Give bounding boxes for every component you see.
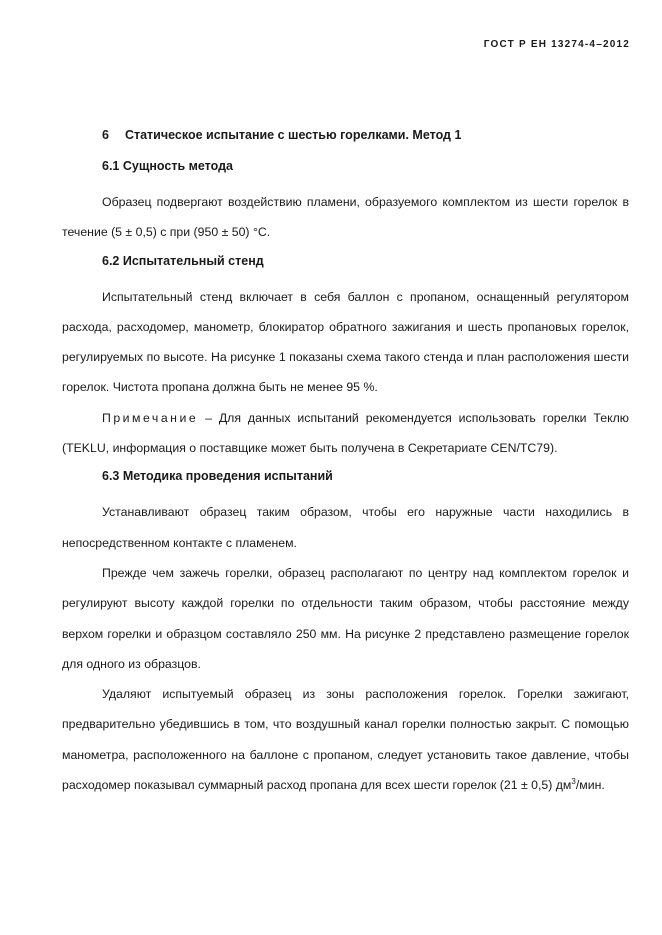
subsection-6-2-heading: 6.2 Испытательный стенд xyxy=(102,253,264,268)
superscript-3: 3 xyxy=(571,776,576,786)
subsection-6-1-heading: 6.1 Сущность метода xyxy=(102,159,233,173)
paragraph-6-2: Испытательный стенд включает в себя баллон с пропаном, оснащенный регулятором расхода, расходомер, манометр, блокиратор обратного зажигания и шесть пропановых горелок, регулируемых по высоте. На рисунке 1 показаны схема такого стенда и план расположения шести горелок. Чистота пропана должна быть не менее 95 %. xyxy=(62,289,629,395)
subsection-6-3-heading: 6.3 Методика проведения испытаний xyxy=(102,469,333,484)
note-label: Примечание xyxy=(102,410,199,425)
note-text: – Для данных испытаний рекомендуется использовать горелки Теклю (TEKLU, информация о поставщике может быть получена в Секретариате CEN/TC79). xyxy=(62,410,629,456)
document-header: ГОСТ Р ЕН 13274-4–2012 xyxy=(483,39,630,50)
paragraph-6-1: Образец подвергают воздействию пламени, образуемого комплектом из шести горелок в течение (5 ± 0,5) с при (950 ± 50) °C. xyxy=(62,195,629,240)
paragraph-6-3-3-main: Удаляют испытуемый образец из зоны расположения горелок. Горелки зажигают, предварительно убедившись в том, что воздушный канал горелки полностью закрыт. С помощью манометра, расположенного на баллоне с пропаном, следует установить такое давление, чтобы расходомер показывал суммарный расход пропана для всех шести горелок (21 ± 0,5) дм xyxy=(62,687,629,793)
paragraph-6-3-1: Устанавливают образец таким образом, чтобы его наружные части находились в непосредственном контакте с пламенем. xyxy=(62,505,629,550)
document-body xyxy=(62,126,629,800)
section-number: 6 xyxy=(102,128,109,142)
section-title-text: Статическое испытание с шестью горелками. Метод 1 xyxy=(124,128,462,142)
paragraph-6-3-3-tail: /мин. xyxy=(575,778,605,793)
note-paragraph xyxy=(62,403,629,464)
paragraph-6-3-3 xyxy=(62,679,629,800)
paragraph-6-3-2: Прежде чем зажечь горелки, образец располагают по центру над комплектом горелок и регулируют высоту каждой горелки по отдельности таким образом, чтобы расстояние между верхом горелки и образцом составляло 250 мм. На рисунке 2 представлено размещение горелок для одного из образцов. xyxy=(62,565,629,671)
section-6-title xyxy=(62,126,629,144)
